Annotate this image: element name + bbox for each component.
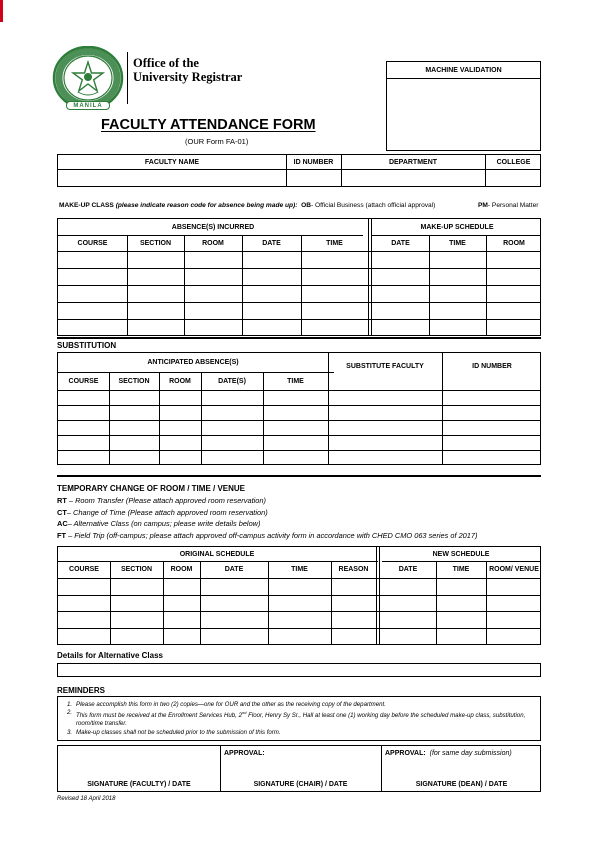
makeup-schedule-header: MAKE-UP SCHEDULE (420, 223, 494, 231)
id-number-field[interactable] (287, 170, 340, 187)
makeup-col-section: SECTION (139, 239, 172, 247)
faculty-info-table (57, 154, 541, 187)
tc-col-course: COURSE (69, 566, 99, 573)
tc-col-new-date: DATE (398, 566, 418, 573)
machine-validation-box (386, 61, 541, 151)
tc-col-reason: REASON (338, 566, 369, 573)
makeup-col-sched-room: ROOM (503, 239, 525, 247)
ob-code: OB (301, 202, 311, 209)
alternative-class-label: Details for Alternative Class (57, 651, 163, 660)
temp-change-rule (57, 475, 541, 477)
tc-col-date: DATE (224, 566, 244, 573)
tc-col-new-room: ROOM/ VENUE (489, 566, 539, 573)
reminder-3: 3. Make-up classes shall not be scheduled prior to the submission of this form. (67, 728, 281, 736)
reminders-label: REMINDERS (57, 686, 106, 695)
code-ac: AC– Alternative Class (on campus; please write details below) (57, 519, 261, 529)
form-code: (OUR Form FA-01) (185, 137, 249, 146)
makeup-instruction (59, 202, 435, 209)
temp-change-label: TEMPORARY CHANGE OF ROOM / TIME / VENUE (57, 484, 246, 493)
substitution-rule (57, 337, 541, 339)
seal-city: MANILA (73, 102, 103, 109)
makeup-note: (please indicate reason code for absence being made up): (115, 202, 298, 209)
substitute-id-header: ID NUMBER (472, 362, 512, 370)
signature-dean[interactable]: SIGNATURE (DEAN) / DATE (415, 780, 508, 788)
signature-table (57, 745, 541, 792)
temp-change-table (57, 546, 541, 645)
signature-chair[interactable]: SIGNATURE (CHAIR) / DATE (253, 780, 348, 788)
form-title: FACULTY ATTENDANCE FORM (101, 117, 316, 133)
id-number-header: ID NUMBER (293, 158, 334, 166)
machine-validation-label: MACHINE VALIDATION (387, 62, 540, 79)
makeup-label: MAKE-UP CLASS (59, 202, 114, 209)
sub-col-time: TIME (287, 377, 304, 385)
office-line-2: University Registrar (133, 70, 243, 84)
faculty-name-header: FACULTY NAME (144, 158, 200, 166)
ob-desc: - Official Business (attach official approval) (311, 202, 436, 209)
makeup-col-sched-date: DATE (391, 239, 410, 247)
pm-desc: - Personal Matter (487, 202, 539, 209)
reminder-1: 1. Please accomplish this form in two (2) copies—one for OUR and the other as the receiving copy of the department. (67, 701, 386, 708)
absences-incurred-header: ABSENCE(S) INCURRED (171, 223, 255, 231)
tc-col-section: SECTION (120, 566, 153, 573)
college-field[interactable] (486, 170, 541, 187)
office-line-1: Office of the (133, 56, 199, 70)
makeup-col-time: TIME (326, 239, 343, 247)
approval-dean: APPROVAL: (for same day submission) (385, 750, 512, 757)
office-title (133, 56, 242, 84)
faculty-name-field[interactable] (59, 170, 285, 187)
original-schedule-header: ORIGINAL SCHEDULE (179, 550, 255, 558)
makeup-table (57, 218, 541, 336)
sub-col-section: SECTION (118, 377, 150, 385)
approval-chair-label: APPROVAL: (224, 750, 265, 757)
substitute-faculty-header: SUBSTITUTE FACULTY (346, 362, 424, 370)
makeup-col-sched-time: TIME (449, 239, 466, 247)
anticipated-absences-header: ANTICIPATED ABSENCE(S) (147, 359, 239, 366)
reminders-box (57, 696, 541, 741)
department-header: DEPARTMENT (388, 158, 438, 166)
new-schedule-header: NEW SCHEDULE (432, 550, 490, 558)
pm-code: PM (478, 202, 488, 209)
sub-col-course: COURSE (68, 377, 99, 385)
red-corner-mark (0, 0, 3, 22)
tc-col-time: TIME (291, 566, 308, 573)
substitution-table (57, 352, 541, 465)
pm-instruction (478, 202, 538, 209)
college-header: COLLEGE (496, 158, 531, 166)
code-ct: CT– Change of Time (Please attach approved room reservation) (57, 507, 268, 517)
sub-col-room: ROOM (169, 377, 191, 385)
code-rt: RT – Room Transfer (Please attach approved room reservation) (57, 496, 266, 505)
code-ft: FT – Field Trip (off-campus; please attach approved off-campus activity form in accordance with CHED CMO 063 series of 2017) (57, 530, 478, 540)
tc-col-room: ROOM (170, 566, 193, 573)
seal-label (66, 101, 110, 110)
substitution-label: SUBSTITUTION (57, 341, 117, 350)
alternative-class-field[interactable] (57, 663, 541, 677)
makeup-col-course: COURSE (77, 239, 108, 247)
sub-col-dates: DATE(S) (218, 377, 246, 385)
temp-change-codes (57, 495, 477, 541)
department-field[interactable] (342, 170, 484, 187)
makeup-col-room: ROOM (202, 239, 224, 247)
reminder-2: 2. This form must be received at the Enrollment Services Hub, 2nd Floor, Henry Sy Sr., Hall at least one (1) working day before the scheduled make-up class, substitution, room/time transfer. (67, 709, 526, 728)
signature-faculty[interactable]: SIGNATURE (FACULTY) / DATE (87, 780, 191, 788)
makeup-col-date: DATE (262, 239, 281, 247)
header-divider (127, 52, 128, 104)
revised-date: Revised 18 April 2018 (57, 796, 116, 802)
tc-col-new-time: TIME (452, 566, 470, 573)
